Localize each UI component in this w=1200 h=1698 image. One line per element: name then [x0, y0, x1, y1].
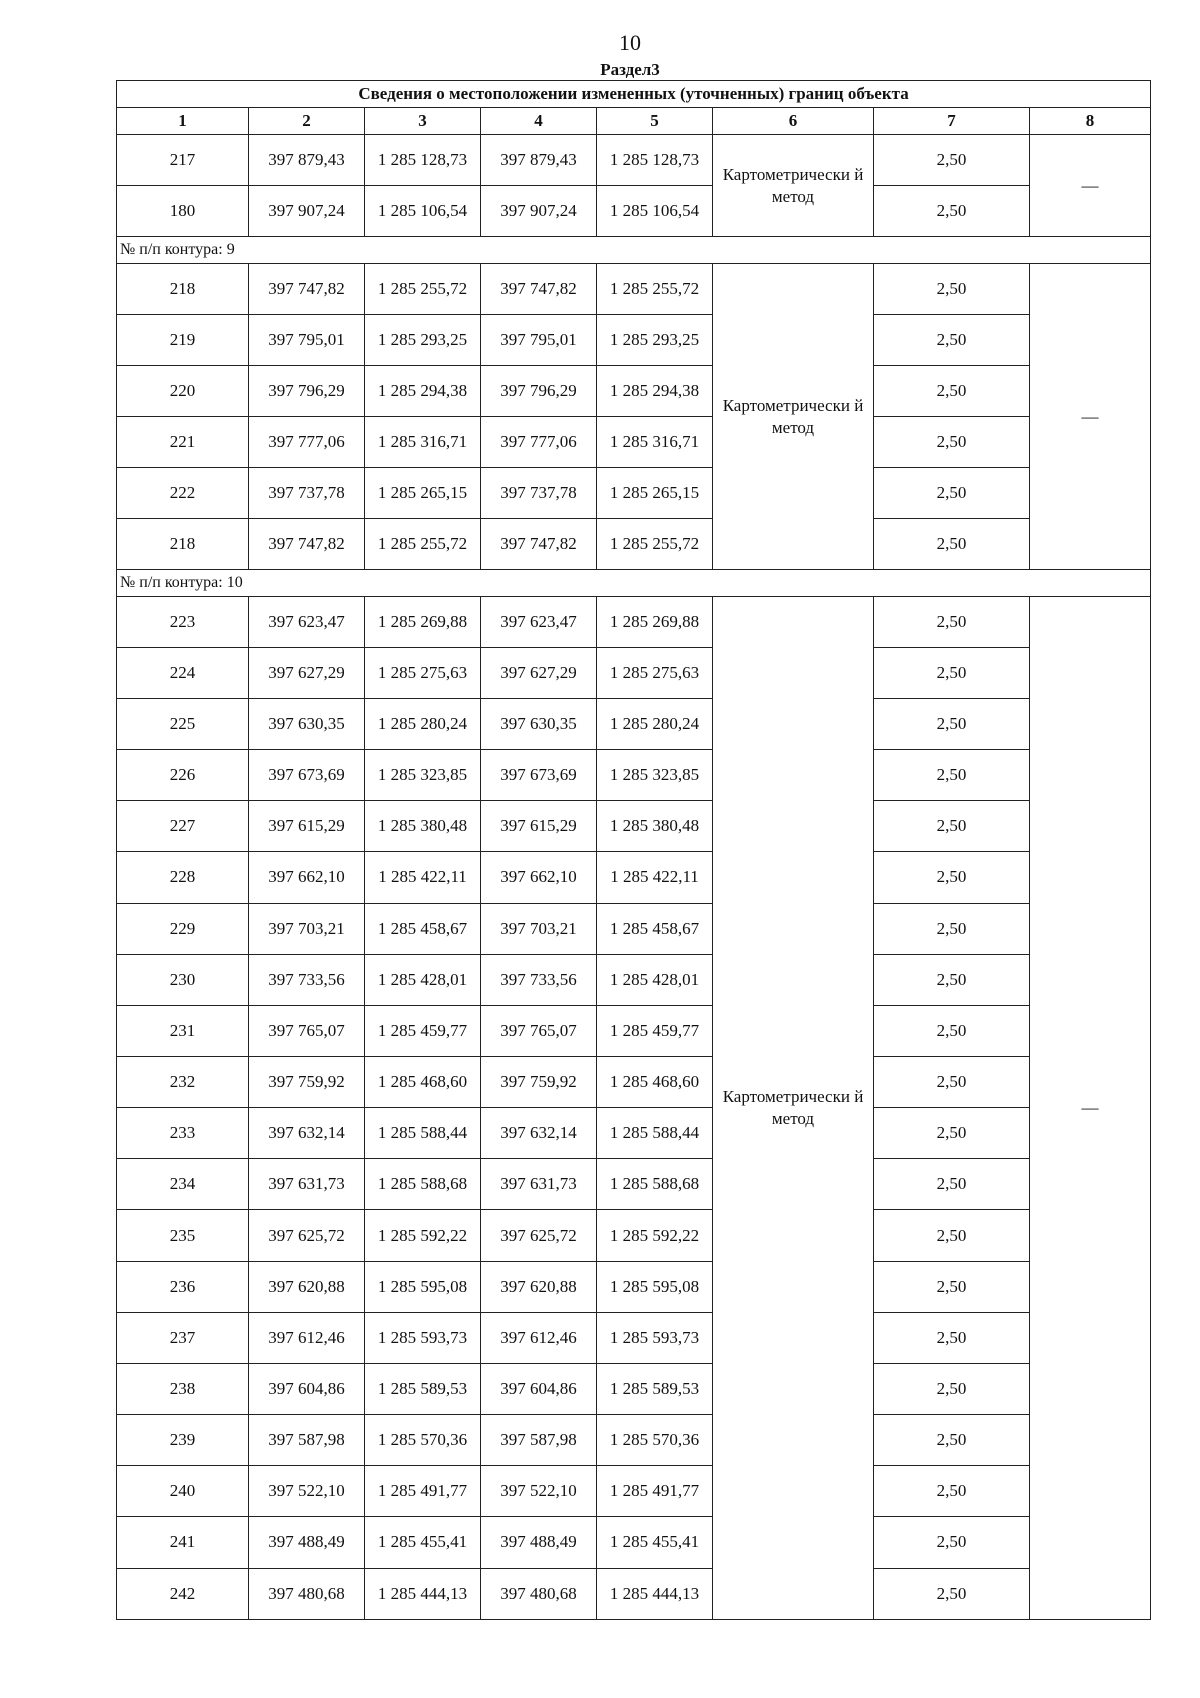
coord-y-cell: 1 285 255,72 [597, 263, 713, 314]
coord-x-cell: 397 620,88 [249, 1261, 365, 1312]
coord-x-cell: 397 777,06 [481, 417, 597, 468]
point-number-cell: 231 [117, 1005, 249, 1056]
point-number-cell: 234 [117, 1159, 249, 1210]
accuracy-cell: 2,50 [874, 135, 1030, 186]
coord-y-cell: 1 285 595,08 [365, 1261, 481, 1312]
coord-y-cell: 1 285 265,15 [365, 468, 481, 519]
table-title-row [117, 81, 1151, 108]
column-header: 6 [713, 108, 874, 135]
point-number-cell: 223 [117, 596, 249, 647]
point-number-cell: 242 [117, 1568, 249, 1619]
table-row [117, 1363, 1151, 1414]
coord-y-cell: 1 285 595,08 [597, 1261, 713, 1312]
accuracy-cell: 2,50 [874, 417, 1030, 468]
point-number-cell: 239 [117, 1415, 249, 1466]
point-number-cell: 232 [117, 1056, 249, 1107]
coord-x-cell: 397 759,92 [481, 1056, 597, 1107]
coord-y-cell: 1 285 588,68 [597, 1159, 713, 1210]
coord-x-cell: 397 662,10 [249, 852, 365, 903]
column-header: 3 [365, 108, 481, 135]
coord-x-cell: 397 630,35 [249, 698, 365, 749]
coord-x-cell: 397 625,72 [249, 1210, 365, 1261]
coord-y-cell: 1 285 316,71 [365, 417, 481, 468]
coord-y-cell: 1 285 128,73 [597, 135, 713, 186]
table-row [117, 647, 1151, 698]
coord-x-cell: 397 587,98 [249, 1415, 365, 1466]
table-row [117, 519, 1151, 570]
accuracy-cell: 2,50 [874, 750, 1030, 801]
coord-x-cell: 397 625,72 [481, 1210, 597, 1261]
accuracy-cell: 2,50 [874, 852, 1030, 903]
accuracy-cell: 2,50 [874, 647, 1030, 698]
coord-x-cell: 397 620,88 [481, 1261, 597, 1312]
coord-y-cell: 1 285 323,85 [597, 750, 713, 801]
coord-x-cell: 397 480,68 [481, 1568, 597, 1619]
column-header: 4 [481, 108, 597, 135]
point-number-cell: 218 [117, 519, 249, 570]
table-row [117, 852, 1151, 903]
column-header: 7 [874, 108, 1030, 135]
coord-y-cell: 1 285 265,15 [597, 468, 713, 519]
coord-x-cell: 397 777,06 [249, 417, 365, 468]
coord-x-cell: 397 623,47 [481, 596, 597, 647]
coord-y-cell: 1 285 458,67 [365, 903, 481, 954]
coord-x-cell: 397 703,21 [481, 903, 597, 954]
coord-y-cell: 1 285 570,36 [597, 1415, 713, 1466]
coord-y-cell: 1 285 589,53 [597, 1363, 713, 1414]
coord-y-cell: 1 285 588,44 [365, 1108, 481, 1159]
coord-y-cell: 1 285 255,72 [365, 263, 481, 314]
coord-y-cell: 1 285 593,73 [597, 1312, 713, 1363]
contour-label: № п/п контура: 9 [117, 237, 1151, 263]
point-number-cell: 229 [117, 903, 249, 954]
dash-cell: — [1030, 135, 1151, 237]
table-row [117, 1108, 1151, 1159]
coord-x-cell: 397 733,56 [249, 954, 365, 1005]
accuracy-cell: 2,50 [874, 954, 1030, 1005]
table-row [117, 135, 1151, 186]
point-number-cell: 230 [117, 954, 249, 1005]
table-row [117, 750, 1151, 801]
point-number-cell: 219 [117, 314, 249, 365]
coord-y-cell: 1 285 444,13 [365, 1568, 481, 1619]
coord-x-cell: 397 604,86 [249, 1363, 365, 1414]
coord-y-cell: 1 285 275,63 [365, 647, 481, 698]
coord-y-cell: 1 285 269,88 [365, 596, 481, 647]
coord-x-cell: 397 488,49 [481, 1517, 597, 1568]
point-number-cell: 227 [117, 801, 249, 852]
coord-y-cell: 1 285 459,77 [597, 1005, 713, 1056]
table-row [117, 1312, 1151, 1363]
point-number-cell: 237 [117, 1312, 249, 1363]
coord-y-cell: 1 285 593,73 [365, 1312, 481, 1363]
table-row [117, 903, 1151, 954]
coord-y-cell: 1 285 380,48 [365, 801, 481, 852]
coord-y-cell: 1 285 293,25 [365, 314, 481, 365]
coord-x-cell: 397 795,01 [481, 314, 597, 365]
coord-x-cell: 397 522,10 [249, 1466, 365, 1517]
point-number-cell: 236 [117, 1261, 249, 1312]
accuracy-cell: 2,50 [874, 1466, 1030, 1517]
dash-cell: — [1030, 263, 1151, 570]
coord-y-cell: 1 285 491,77 [597, 1466, 713, 1517]
table-row [117, 1517, 1151, 1568]
table-row [117, 1056, 1151, 1107]
coord-x-cell: 397 795,01 [249, 314, 365, 365]
accuracy-cell: 2,50 [874, 263, 1030, 314]
accuracy-cell: 2,50 [874, 1005, 1030, 1056]
coord-y-cell: 1 285 106,54 [597, 186, 713, 237]
coord-y-cell: 1 285 455,41 [597, 1517, 713, 1568]
coord-x-cell: 397 615,29 [481, 801, 597, 852]
point-number-cell: 222 [117, 468, 249, 519]
table-row [117, 1415, 1151, 1466]
accuracy-cell: 2,50 [874, 903, 1030, 954]
accuracy-cell: 2,50 [874, 1517, 1030, 1568]
point-number-cell: 220 [117, 365, 249, 416]
method-cell: Картометрически й метод [713, 135, 874, 237]
coord-y-cell: 1 285 588,68 [365, 1159, 481, 1210]
coord-y-cell: 1 285 422,11 [597, 852, 713, 903]
coord-y-cell: 1 285 280,24 [365, 698, 481, 749]
dash-cell: — [1030, 596, 1151, 1619]
coord-x-cell: 397 632,14 [481, 1108, 597, 1159]
table-row [117, 1005, 1151, 1056]
coord-x-cell: 397 587,98 [481, 1415, 597, 1466]
coord-y-cell: 1 285 316,71 [597, 417, 713, 468]
coord-x-cell: 397 747,82 [481, 519, 597, 570]
point-number-cell: 238 [117, 1363, 249, 1414]
accuracy-cell: 2,50 [874, 698, 1030, 749]
table-row [117, 698, 1151, 749]
column-header: 8 [1030, 108, 1151, 135]
accuracy-cell: 2,50 [874, 1210, 1030, 1261]
accuracy-cell: 2,50 [874, 1159, 1030, 1210]
column-header-row [117, 108, 1151, 135]
contour-label-row [117, 570, 1151, 596]
accuracy-cell: 2,50 [874, 468, 1030, 519]
coord-x-cell: 397 612,46 [249, 1312, 365, 1363]
accuracy-cell: 2,50 [874, 1108, 1030, 1159]
point-number-cell: 224 [117, 647, 249, 698]
coord-y-cell: 1 285 128,73 [365, 135, 481, 186]
coord-x-cell: 397 907,24 [481, 186, 597, 237]
coord-y-cell: 1 285 428,01 [597, 954, 713, 1005]
coord-y-cell: 1 285 269,88 [597, 596, 713, 647]
coord-y-cell: 1 285 106,54 [365, 186, 481, 237]
coord-y-cell: 1 285 444,13 [597, 1568, 713, 1619]
section-title: Раздел3 [600, 60, 660, 79]
coord-x-cell: 397 623,47 [249, 596, 365, 647]
coord-x-cell: 397 615,29 [249, 801, 365, 852]
accuracy-cell: 2,50 [874, 801, 1030, 852]
accuracy-cell: 2,50 [874, 186, 1030, 237]
coord-y-cell: 1 285 428,01 [365, 954, 481, 1005]
coord-x-cell: 397 522,10 [481, 1466, 597, 1517]
page-number: 10 [619, 30, 641, 55]
accuracy-cell: 2,50 [874, 1056, 1030, 1107]
coord-y-cell: 1 285 592,22 [597, 1210, 713, 1261]
coord-x-cell: 397 627,29 [481, 647, 597, 698]
table-row [117, 954, 1151, 1005]
point-number-cell: 235 [117, 1210, 249, 1261]
accuracy-cell: 2,50 [874, 519, 1030, 570]
coord-y-cell: 1 285 592,22 [365, 1210, 481, 1261]
coord-x-cell: 397 796,29 [481, 365, 597, 416]
coord-y-cell: 1 285 293,25 [597, 314, 713, 365]
coord-y-cell: 1 285 422,11 [365, 852, 481, 903]
accuracy-cell: 2,50 [874, 1312, 1030, 1363]
coord-x-cell: 397 765,07 [481, 1005, 597, 1056]
coord-y-cell: 1 285 570,36 [365, 1415, 481, 1466]
table-row [117, 314, 1151, 365]
point-number-cell: 240 [117, 1466, 249, 1517]
coord-x-cell: 397 907,24 [249, 186, 365, 237]
coord-y-cell: 1 285 468,60 [365, 1056, 481, 1107]
coord-y-cell: 1 285 589,53 [365, 1363, 481, 1414]
coord-x-cell: 397 488,49 [249, 1517, 365, 1568]
coord-y-cell: 1 285 255,72 [597, 519, 713, 570]
coord-y-cell: 1 285 294,38 [597, 365, 713, 416]
table-row [117, 1210, 1151, 1261]
method-cell: Картометрически й метод [713, 596, 874, 1619]
coord-x-cell: 397 747,82 [249, 519, 365, 570]
coord-x-cell: 397 733,56 [481, 954, 597, 1005]
table-title: Сведения о местоположении измененных (уточненных) границ объекта [117, 81, 1151, 108]
accuracy-cell: 2,50 [874, 365, 1030, 416]
point-number-cell: 225 [117, 698, 249, 749]
point-number-cell: 217 [117, 135, 249, 186]
coord-x-cell: 397 737,78 [249, 468, 365, 519]
point-number-cell: 226 [117, 750, 249, 801]
coord-x-cell: 397 631,73 [249, 1159, 365, 1210]
table-row [117, 417, 1151, 468]
accuracy-cell: 2,50 [874, 1568, 1030, 1619]
coord-x-cell: 397 662,10 [481, 852, 597, 903]
table-row [117, 801, 1151, 852]
boundary-table [116, 80, 1151, 1620]
table-row [117, 186, 1151, 237]
coord-y-cell: 1 285 294,38 [365, 365, 481, 416]
contour-label: № п/п контура: 10 [117, 570, 1151, 596]
coord-x-cell: 397 765,07 [249, 1005, 365, 1056]
coord-y-cell: 1 285 455,41 [365, 1517, 481, 1568]
contour-label-row [117, 237, 1151, 263]
coord-x-cell: 397 747,82 [249, 263, 365, 314]
accuracy-cell: 2,50 [874, 1261, 1030, 1312]
coord-x-cell: 397 480,68 [249, 1568, 365, 1619]
coord-y-cell: 1 285 280,24 [597, 698, 713, 749]
coord-x-cell: 397 879,43 [249, 135, 365, 186]
table-body [117, 81, 1151, 1620]
point-number-cell: 180 [117, 186, 249, 237]
column-header: 5 [597, 108, 713, 135]
table-row [117, 263, 1151, 314]
coord-x-cell: 397 673,69 [481, 750, 597, 801]
coord-y-cell: 1 285 380,48 [597, 801, 713, 852]
coord-y-cell: 1 285 491,77 [365, 1466, 481, 1517]
coord-x-cell: 397 604,86 [481, 1363, 597, 1414]
point-number-cell: 228 [117, 852, 249, 903]
coord-x-cell: 397 612,46 [481, 1312, 597, 1363]
coord-y-cell: 1 285 468,60 [597, 1056, 713, 1107]
table-row [117, 1466, 1151, 1517]
coord-y-cell: 1 285 459,77 [365, 1005, 481, 1056]
accuracy-cell: 2,50 [874, 1363, 1030, 1414]
coord-x-cell: 397 796,29 [249, 365, 365, 416]
accuracy-cell: 2,50 [874, 1415, 1030, 1466]
table-row [117, 1159, 1151, 1210]
coord-y-cell: 1 285 588,44 [597, 1108, 713, 1159]
coord-x-cell: 397 632,14 [249, 1108, 365, 1159]
table-row [117, 596, 1151, 647]
point-number-cell: 218 [117, 263, 249, 314]
coord-y-cell: 1 285 323,85 [365, 750, 481, 801]
point-number-cell: 221 [117, 417, 249, 468]
table-row [117, 468, 1151, 519]
coord-y-cell: 1 285 275,63 [597, 647, 713, 698]
coord-y-cell: 1 285 458,67 [597, 903, 713, 954]
table-row [117, 365, 1151, 416]
coord-y-cell: 1 285 255,72 [365, 519, 481, 570]
column-header: 2 [249, 108, 365, 135]
table-row [117, 1568, 1151, 1619]
coord-x-cell: 397 673,69 [249, 750, 365, 801]
point-number-cell: 241 [117, 1517, 249, 1568]
coord-x-cell: 397 703,21 [249, 903, 365, 954]
coord-x-cell: 397 631,73 [481, 1159, 597, 1210]
coord-x-cell: 397 747,82 [481, 263, 597, 314]
method-cell: Картометрически й метод [713, 263, 874, 570]
table-row [117, 1261, 1151, 1312]
accuracy-cell: 2,50 [874, 596, 1030, 647]
coord-x-cell: 397 630,35 [481, 698, 597, 749]
coord-x-cell: 397 879,43 [481, 135, 597, 186]
point-number-cell: 233 [117, 1108, 249, 1159]
coord-x-cell: 397 759,92 [249, 1056, 365, 1107]
coord-x-cell: 397 627,29 [249, 647, 365, 698]
accuracy-cell: 2,50 [874, 314, 1030, 365]
column-header: 1 [117, 108, 249, 135]
coord-x-cell: 397 737,78 [481, 468, 597, 519]
